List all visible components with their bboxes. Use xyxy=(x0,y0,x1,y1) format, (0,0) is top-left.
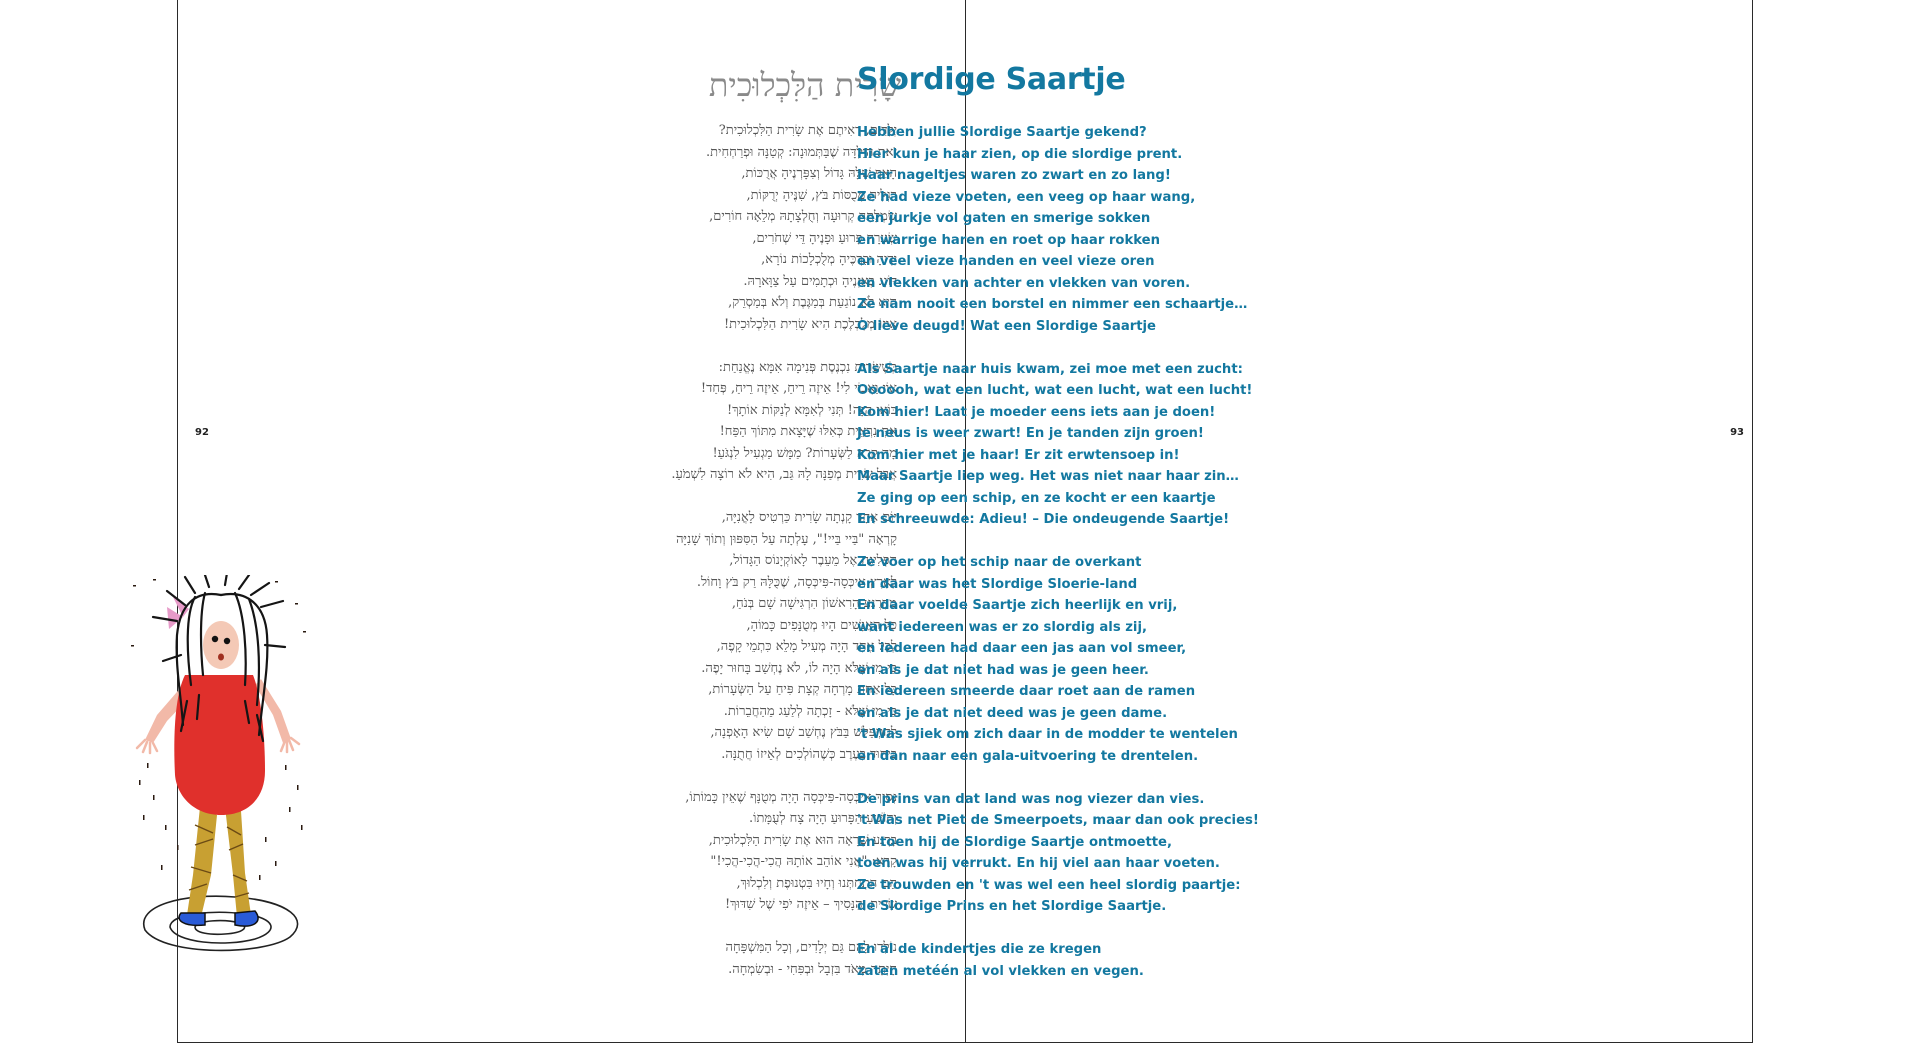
poem-line: אַתְּ נִרְאֵית כְּאִלּוּ שֶׁיָּצָאת מִתּוֹךְ הַפַּח! xyxy=(719,424,897,439)
poem-line: En toen hij de Slordige Saartje ontmoette, xyxy=(857,834,1173,850)
stanza xyxy=(857,939,1277,982)
poem-line: Kom hier! Laat je moeder eens iets aan je doen! xyxy=(857,404,1216,420)
poem-line: O lieve deugd! Wat een Slordige Saartje xyxy=(857,318,1156,334)
poem-line: הִפְלִיגָה אֶל מֵעֵבֶר לָאוֹקְיָנוֹס הַגָּדוֹל, xyxy=(729,553,897,568)
poem-line: זֹאת הַיַּלְדָּה שֶׁבַּתְּמוּנָה: קְטַנָּה וּפְרַחְחִית. xyxy=(706,144,897,160)
legs-drawing xyxy=(187,807,251,917)
poem-line: וְהוֹשֵׁעַ הַפָּרוּעַ הָיָה צָח לְעֻמָּתוֹ. xyxy=(749,811,897,826)
poem-line: דּוֹנָג בְּאָזְנֶיהָ וּכְתָמִים עַל צַוָּארָהּ. xyxy=(743,273,897,289)
poem-line: הֵם הִתְחַתְּנוּ וְחָיוּ בִּטְנוּפֶת וְלִכְלוּךְ, xyxy=(736,875,897,891)
poem-line: Ze had vieze voeten, een veeg op haar wang, xyxy=(857,189,1196,205)
stanza xyxy=(857,359,1277,531)
poem-line: en veel vieze handen en veel vieze oren xyxy=(857,254,1155,269)
poem-line: קָרָא: "אֲנִי אוֹהֵב אוֹתָהּ הֲכִי-הֲכִי-הֲכִי!" xyxy=(710,854,897,869)
poem-line: לְכָל אֶחָד הָיָה מְעִיל מָלֵא כִּתְמֵי קָפֶה, xyxy=(716,639,897,654)
left-shoe-drawing xyxy=(179,913,205,925)
poem-line: Haar nageltjes waren zo zwart en zo lang! xyxy=(857,168,1171,183)
poem-line: יוֹם אֶחָד קָנְתָה שָׂרִית כַּרְטִיס לָאֳנִיָּה, xyxy=(721,510,897,525)
hebrew-poem-title: שָׂרִית הַלִּכְלוּכִית xyxy=(708,66,901,104)
page-number-right: 93 xyxy=(1730,427,1744,438)
poem-line: חָיְתָה מְאֹד בִּזְבָל וּבְפִּחִי - וּבְשִׂמְחָה. xyxy=(728,961,897,977)
dutch-poem-title: Slordige Saartje xyxy=(857,62,1126,97)
poem-line: הָאַף שֶׁלָּהּ גָּדוֹל וְצִפָּרְנֶיהָ אֲרֻכּוֹת, xyxy=(741,166,897,181)
dutch-poem-body xyxy=(857,122,1277,1004)
face-drawing xyxy=(203,621,239,669)
stanza xyxy=(477,357,897,486)
poem-line: בּוֹאִי הֵנָּה! תְּנִי לְאִמָּא לְנַקּוֹת אוֹתָךְ! xyxy=(726,402,897,418)
red-dress-drawing xyxy=(174,675,265,815)
poem-line: Ze voer op het schip naar de overkant xyxy=(857,555,1142,570)
poem-line: יָדֶיהָ וּבִרְכֶּיהָ מְלֻכְלָכוֹת נוֹרָא, xyxy=(761,252,897,267)
poem-line: zaten metéén al vol vlekken en vegen. xyxy=(857,963,1144,979)
poem-line: Oooooh, wat een lucht, wat een lucht, wat een lucht! xyxy=(857,383,1253,398)
stanza xyxy=(857,122,1277,337)
poem-line: אֵיזוֹ מְלֻכְלֶכֶת הִיא שָׂרִית הַלִּכְלוּכִית! xyxy=(723,316,897,332)
poem-line: en warrige haren en roet op haar rokken xyxy=(857,232,1161,248)
poem-line: אוֹי וַאֲבוֹי לִי! אֵיזֶה רֵיחַ, אֵיזֶה רֵיחַ, פְּחַד! xyxy=(700,381,897,396)
stanza xyxy=(477,120,897,335)
poem-line: Ze ging op een schip, en ze kocht er een kaartje xyxy=(857,490,1216,506)
poem-line: לְאֶרֶץ אִיכְּסָה-פִּיכְּסָה, שֶׁכֻּלָּהּ רַק בֹּץ וָחוֹל. xyxy=(696,574,897,590)
poem-line: en daar was het Slordige Sloerie-land xyxy=(857,576,1138,592)
poem-line: בִּיחוּד בָּעֶרֶב כְּשֶׁהוֹלְכִים לְאֵיזוֹ חֲתֻנָּה. xyxy=(721,746,897,762)
poem-line: נְסִיךְ אִיכְּסָה-פִּיכְּסָה הָיָה מְטֻנָּף שֶׁאֵין כָּמוֹתוֹ, xyxy=(685,789,897,805)
poem-line: Hier kun je haar zien, op die slordige prent. xyxy=(857,146,1183,162)
poem-line: en dan naar een gala-uitvoering te drentelen. xyxy=(857,748,1199,764)
poem-line: want iedereen was er zo slordig als zij, xyxy=(857,619,1147,635)
poem-line: רַגְלֶיהָ מְכֻסּוֹת בֹּץ, שִׁנֶּיהָ יְרֻקּוֹת, xyxy=(746,187,897,203)
poem-line: Maar Saartje liep weg. Het was niet naar haar zin… xyxy=(857,469,1239,484)
right-shoe-drawing xyxy=(235,911,258,926)
poem-line: En schreeuwde: Adieu! – Die ondeugende Saartje! xyxy=(857,512,1230,527)
stanza xyxy=(477,787,897,916)
poem-line: כְּשֶׁשָּׂרִית נִכְנֶסֶת פְּנִימָה אִמָּא נֶאֱנַחַת: xyxy=(718,359,897,375)
poem-line: קָרְאָה "בַּיי בַּיי!", עָלְתָה עַל הַסִּפּוּן וְתוֹךְ שָׁנִיָּה xyxy=(676,531,897,547)
stanza xyxy=(477,507,897,765)
poem-line: שִׂמְלָתָהּ קְרוּעָה וְחֻלְצָתָהּ מְלֵאָה חוֹרִים, xyxy=(709,209,897,224)
poem-line: כִּי מִי שֶׁלֹּא - זָכְתָה לְלַעַג מֵהַחֲבֵרוֹת. xyxy=(723,703,897,719)
poem-line: הִיא לֹא נוֹגַעַת בְּמַגֶּבֶת וְלֹא בְּמַסְרֵק, xyxy=(728,295,897,310)
poem-line: Ze trouwden en 't was wel een heel slordig paartje: xyxy=(857,877,1241,893)
poem-line: 't Was sjiek om zich daar in de modder te wentelen xyxy=(857,727,1238,742)
poem-line: מָה קָרָה לַשְּׂעָרוֹת? מַמָּשׁ מַגְעִיל לִנְגֹּעַ! xyxy=(712,445,897,461)
poem-line: שָׂרִית וְהַנָּסִיךְ – אֵיזֶה יֹפִי שֶׁל שִׁדּוּךְ! xyxy=(724,897,897,912)
poem-line: Je neus is weer zwart! En je tanden zijn groen! xyxy=(857,426,1204,441)
poem-line: Als Saartje naar huis kwam, zei moe met een zucht: xyxy=(857,361,1243,377)
stanza xyxy=(857,789,1277,918)
poem-line: toen was hij verrukt. En hij viel aan haar voeten. xyxy=(857,856,1220,871)
stanza xyxy=(857,552,1277,767)
puddle-drawing xyxy=(144,896,298,950)
poem-line: En daar voelde Saartje zich heerlijk en vrij, xyxy=(857,598,1178,613)
poem-line: een jurkje vol gaten en smerige sokken xyxy=(857,211,1151,226)
poem-line: מֵהָרֶגַע הָרִאשׁוֹן הִרְגִּישָׁה שָׁם בְּנֹחַ, xyxy=(731,596,897,611)
hebrew-poem-body xyxy=(477,120,897,1002)
poem-line: כָּל הָאֲנָשִׁים הָיוּ מְטֻנָּפִים כָּמוֹהָ, xyxy=(746,617,897,633)
poem-line: en vlekken van achter en vlekken van voren. xyxy=(857,275,1191,291)
poem-line: כָּל אַחַת מָרְחָה קְצָת פִּיחַ עַל הַשְּׂעָרוֹת, xyxy=(708,682,897,697)
saartje-illustration xyxy=(125,575,315,965)
stanza xyxy=(477,937,897,980)
poem-line: En al de kindertjes die ze kregen xyxy=(857,942,1102,957)
page-number-left: 92 xyxy=(195,427,209,438)
poem-line: כִּי מִי שֶׁלֹּא הָיָה לוֹ, לֹא נֶחְשַׁב בָּחוּר יָפֶה. xyxy=(701,660,897,676)
poem-line: En iedereen smeerde daar roet aan de ramen xyxy=(857,684,1196,699)
poem-line: שְׂעָרָהּ פָּרוּעַ וּפָנֶיהָ דֵּי שְׁחֹרִים, xyxy=(752,230,897,246)
poem-line: יְלָדִים, רְאִיתֶם אֶת שָׂרִית הַלִּכְלוּכִית? xyxy=(718,123,897,138)
poem-line: 't Was net Piet de Smeerpoets, maar dan ook precies! xyxy=(857,813,1259,828)
poem-line: אֲבָל שָׂרִית מְפַנָּה לָהּ גַּב, הִיא לֹא רוֹצָה לִשְׁמֹעַ. xyxy=(671,467,897,482)
poem-line: de Slordige Prins en het Slordige Saartje. xyxy=(857,899,1167,914)
poem-line: De prins van dat land was nog viezer dan vies. xyxy=(857,791,1205,807)
poem-line: en als je dat niet deed was je geen dame. xyxy=(857,705,1168,721)
poem-line: Hebben jullie Slordige Saartje gekend? xyxy=(857,125,1147,140)
poem-line: en als je dat niet had was je geen heer. xyxy=(857,662,1149,678)
poem-line: en iedereen had daar een jas aan vol smeer, xyxy=(857,641,1187,656)
poem-line: Kom hier met je haar! Er zit erwtensoep in! xyxy=(857,447,1180,463)
poem-line: Ze nam nooit een borstel en nimmer een schaartje… xyxy=(857,297,1248,312)
poem-line: נוֹלְדוּ לָהֶם גַּם יְלָדִים, וְכָל הַמִּשְׁפָּחָה xyxy=(725,940,897,955)
poem-line: לְהִתְפַּלֵּשׁ בַּבֹּץ נֶחְשַׁב שָׁם שִׂיא הָאָפְנָה, xyxy=(710,725,897,740)
poem-line: בָּרֶגַע שֶׁרָאָה הוּא אֶת שָׂרִית הַלִּכְלוּכִית, xyxy=(708,832,897,848)
